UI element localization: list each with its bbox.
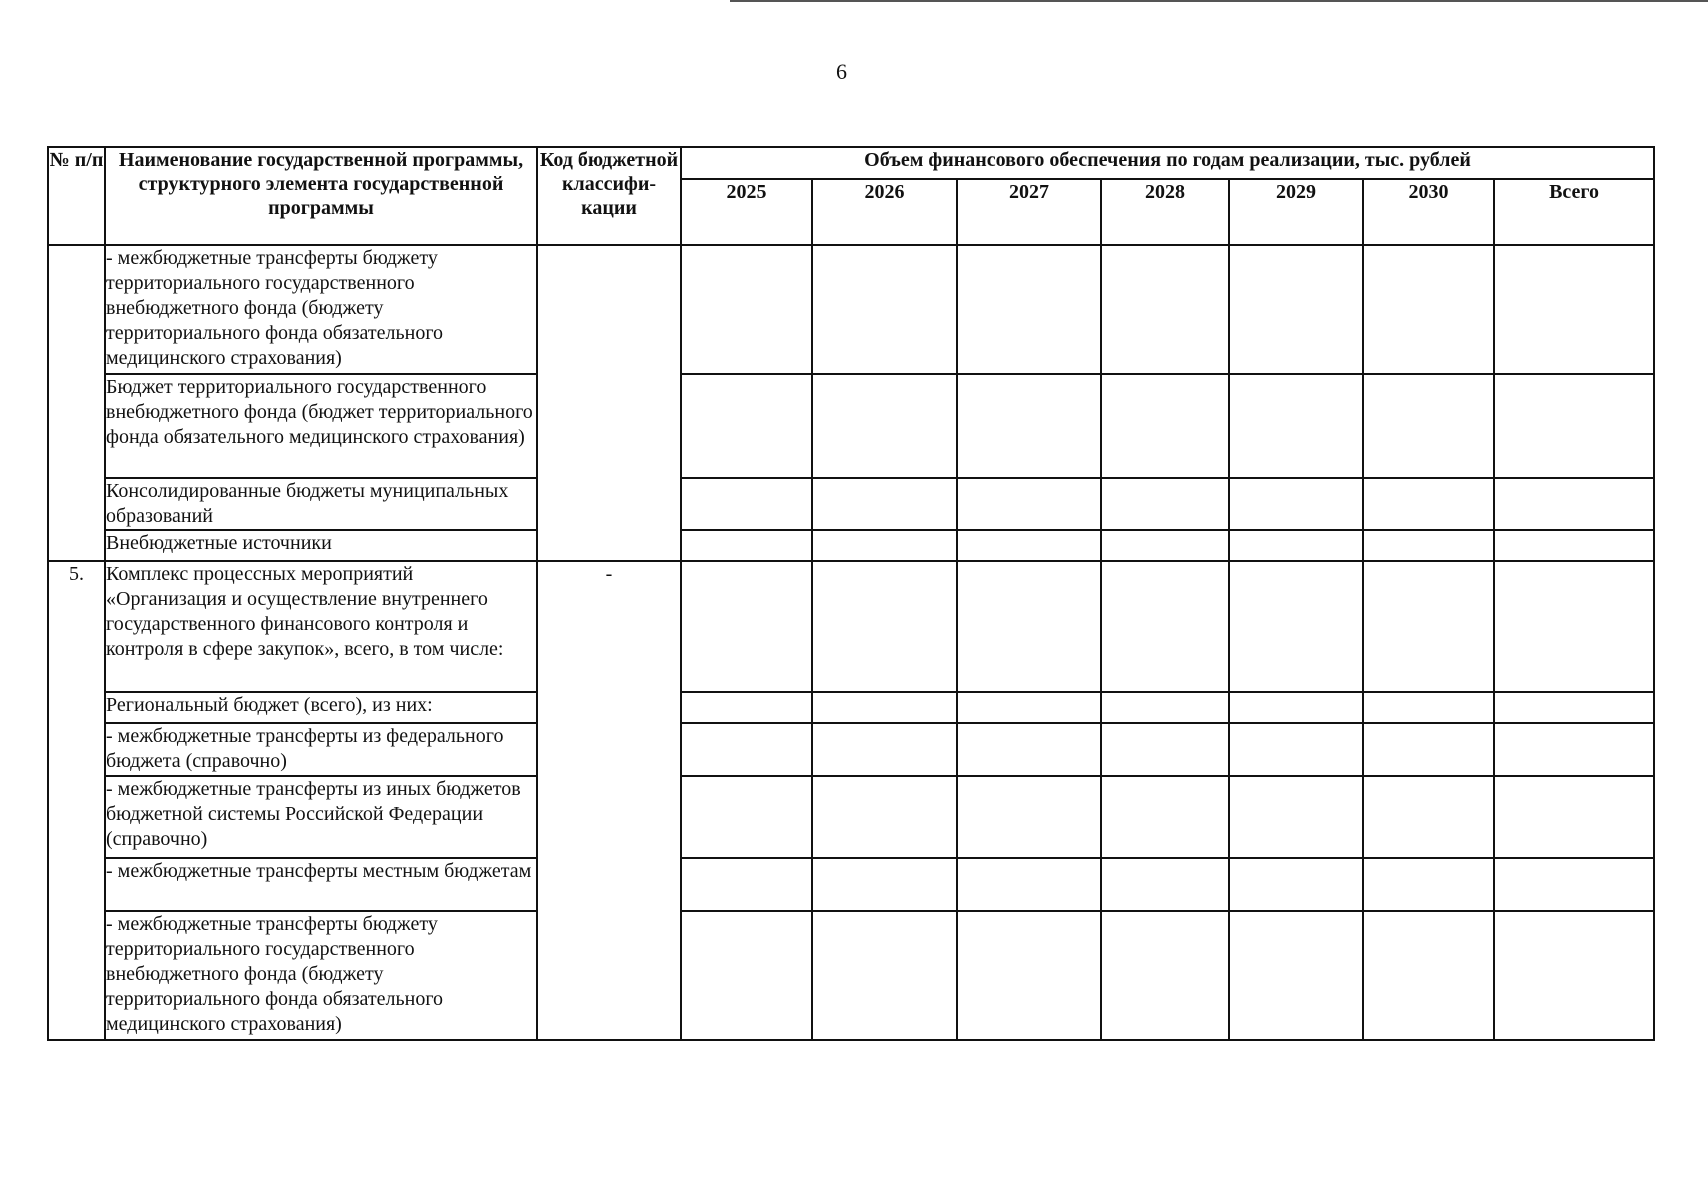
table-row <box>48 374 1654 478</box>
header-year-2030: 2030 <box>1363 179 1494 245</box>
value-2029 <box>1229 561 1363 692</box>
header-year-2028: 2028 <box>1101 179 1229 245</box>
value-2026 <box>812 858 957 911</box>
value-2027 <box>957 776 1101 858</box>
value-2027 <box>957 245 1101 374</box>
page-number: 6 <box>836 59 847 84</box>
value-2025 <box>681 374 812 478</box>
header-year-2027: 2027 <box>957 179 1101 245</box>
value-2025 <box>681 245 812 374</box>
value-2025 <box>681 776 812 858</box>
value-2030 <box>1363 858 1494 911</box>
value-total <box>1494 478 1654 530</box>
value-2025 <box>681 692 812 723</box>
table-row <box>48 692 1654 723</box>
header-code: Код бюджетной классифи-кации <box>537 147 681 245</box>
header-year-2025: 2025 <box>681 179 812 245</box>
value-2026 <box>812 911 957 1040</box>
value-total <box>1494 692 1654 723</box>
value-2026 <box>812 374 957 478</box>
header-total: Всего <box>1494 179 1654 245</box>
value-2028 <box>1101 374 1229 478</box>
header-num: № п/п <box>48 147 105 245</box>
table-row <box>48 530 1654 561</box>
value-total <box>1494 723 1654 776</box>
value-2030 <box>1363 692 1494 723</box>
table-row <box>48 245 1654 374</box>
value-2026 <box>812 723 957 776</box>
table-row <box>48 911 1654 1040</box>
header-year-2026: 2026 <box>812 179 957 245</box>
value-2027 <box>957 530 1101 561</box>
value-2030 <box>1363 776 1494 858</box>
value-2030 <box>1363 530 1494 561</box>
value-2029 <box>1229 776 1363 858</box>
value-2029 <box>1229 723 1363 776</box>
value-2029 <box>1229 911 1363 1040</box>
header-volume: Объем финансового обеспечения по годам реализации, тыс. рублей <box>681 147 1654 179</box>
value-2030 <box>1363 374 1494 478</box>
top-rule <box>730 0 1708 2</box>
value-2027 <box>957 911 1101 1040</box>
value-2028 <box>1101 723 1229 776</box>
finance-table <box>47 146 1655 1041</box>
value-total <box>1494 374 1654 478</box>
row-num: 5. <box>48 561 105 1040</box>
value-2028 <box>1101 478 1229 530</box>
table-row <box>48 776 1654 858</box>
value-2030 <box>1363 478 1494 530</box>
value-2028 <box>1101 858 1229 911</box>
value-2026 <box>812 561 957 692</box>
row-name: Региональный бюджет (всего), из них: <box>105 692 537 723</box>
value-2028 <box>1101 530 1229 561</box>
value-2029 <box>1229 245 1363 374</box>
value-2027 <box>957 478 1101 530</box>
value-2027 <box>957 692 1101 723</box>
value-2029 <box>1229 530 1363 561</box>
value-2029 <box>1229 374 1363 478</box>
value-2025 <box>681 723 812 776</box>
row-name: - межбюджетные трансферты из иных бюджетов бюджетной системы Российской Федерации (справочно) <box>105 776 537 858</box>
value-2028 <box>1101 561 1229 692</box>
table-row <box>48 478 1654 530</box>
value-2028 <box>1101 245 1229 374</box>
value-total <box>1494 776 1654 858</box>
table-row <box>48 723 1654 776</box>
value-total <box>1494 561 1654 692</box>
table-row <box>48 858 1654 911</box>
value-2030 <box>1363 561 1494 692</box>
value-2028 <box>1101 911 1229 1040</box>
value-2029 <box>1229 478 1363 530</box>
row-name: - межбюджетные трансферты бюджету территориального государственного внебюджетного фонда (бюджету территориального фонда обязательного медицинского страхования) <box>105 245 537 374</box>
value-2027 <box>957 723 1101 776</box>
value-2025 <box>681 561 812 692</box>
row-name: Внебюджетные источники <box>105 530 537 561</box>
row-name: Комплекс процессных мероприятий «Организация и осуществление внутреннего государственного финансового контроля и контроля в сфере закупок», всего, в том числе: <box>105 561 537 692</box>
value-2026 <box>812 530 957 561</box>
value-2027 <box>957 374 1101 478</box>
table-header <box>48 147 1654 245</box>
value-2025 <box>681 530 812 561</box>
value-2029 <box>1229 692 1363 723</box>
value-total <box>1494 858 1654 911</box>
value-2029 <box>1229 858 1363 911</box>
row-code: - <box>537 561 681 1040</box>
row-name: Бюджет территориального государственного внебюджетного фонда (бюджет территориального фонда обязательного медицинского страхования) <box>105 374 537 478</box>
value-2026 <box>812 776 957 858</box>
row-name: Консолидированные бюджеты муниципальных образований <box>105 478 537 530</box>
value-total <box>1494 530 1654 561</box>
table-row <box>48 561 1654 692</box>
value-2028 <box>1101 692 1229 723</box>
header-name: Наименование государственной программы, структурного элемента государственной программы <box>105 147 537 245</box>
value-2025 <box>681 478 812 530</box>
row-num <box>48 245 105 561</box>
row-name: - межбюджетные трансферты из федерального бюджета (справочно) <box>105 723 537 776</box>
value-2025 <box>681 858 812 911</box>
value-2030 <box>1363 245 1494 374</box>
header-row-1 <box>48 147 1654 179</box>
value-2030 <box>1363 911 1494 1040</box>
row-name: - межбюджетные трансферты местным бюджетам <box>105 858 537 911</box>
value-2026 <box>812 478 957 530</box>
value-2026 <box>812 245 957 374</box>
value-2027 <box>957 561 1101 692</box>
value-2030 <box>1363 723 1494 776</box>
value-2025 <box>681 911 812 1040</box>
value-total <box>1494 911 1654 1040</box>
value-total <box>1494 245 1654 374</box>
row-code <box>537 245 681 561</box>
row-name: - межбюджетные трансферты бюджету территориального государственного внебюджетного фонда (бюджету территориального фонда обязательного медицинского страхования) <box>105 911 537 1040</box>
value-2026 <box>812 692 957 723</box>
value-2027 <box>957 858 1101 911</box>
value-2028 <box>1101 776 1229 858</box>
table-body <box>48 245 1654 1040</box>
header-year-2029: 2029 <box>1229 179 1363 245</box>
